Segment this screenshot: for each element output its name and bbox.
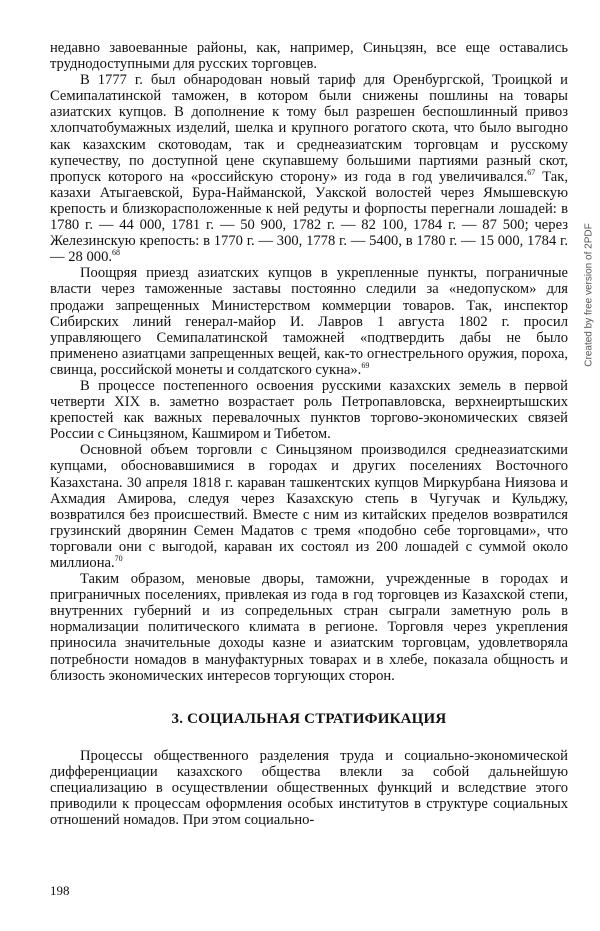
paragraph-conclusion (50, 571, 568, 684)
paragraph-text: Процессы общественного разделения труда и социально-экономической дифференциации казахского общества влекли за собой дальнейшую специализацию в осуществлении общественных функций и вследствие этого приводили к процессам оформления особых институтов в структуре социальных отношений номадов. При этом социально- (50, 747, 568, 829)
document-page (50, 40, 568, 828)
paragraph-xinjiang-trade (50, 442, 568, 571)
paragraph-text: недавно завоеванные районы, как, например, Синьцзян, все еще оставались труднодоступными для русских торговцев. (50, 40, 568, 73)
paragraph-text: Таким образом, меновые дворы, таможни, учрежденные в городах и приграничных поселениях, привлекая из года в год торговцев из Казахской степи, внутренних губерний и из сопредельных стран сыграли заметную роль в нормализации политического климата в регионе. Торговля через укрепления приносила значительные доходы казне и азиатским торговцам, удовлетворяла потребности номадов в мануфактурных товарах и в хлебе, показала общность и близость экономических интересов торгующих сторон. (50, 571, 568, 684)
paragraph-text: В процессе постепенного освоения русскими казахских земель в первой четверти XIX в. заметно возрастает роль Петропавловска, верхнеиртышских крепостей как важных перевалочных пунктов торгово-экономических связей России с Синьцзяном, Кашмиром и Тибетом. (50, 377, 568, 443)
side-watermark (582, 175, 596, 415)
section-heading: 3. СОЦИАЛЬНАЯ СТРАТИФИКАЦИЯ (171, 710, 447, 727)
paragraph-petropavlovsk (50, 378, 568, 442)
paragraph-tariff (50, 72, 568, 265)
paragraph-text-continued: Так, казахи Атыгаевской, Бура-Найманской, Уакской волостей через Ямышевскую крепость и близкорасположенные к ней редуты и форпосты перегнали лошадей: в 1780 г. — 44 000, 1781 г. — 50 900, 1782 г. — 82 100, 1784 г. — 87 500; через Железинскую крепость: в 1770 г. — 300, 1778 г. — 5400, в 1780 г. — 15 000, 1784 г. — 28 000. (50, 168, 568, 266)
paragraph-text: Основной объем торговли с Синьцзяном производился среднеазиатскими купцами, обосновавшимися в городах и других поселениях Восточного Казахстана. 30 апреля 1818 г. караван ташкентских купцов Миркурбана Ниязова и Ахмадия Амирова, следуя через Казахскую степь в Чугучак и Кульджу, возвратился без происшествий. Вместе с ним из китайских пределов возвратился грузинский дворянин Семен Мадатов с тремя «подобно себе торговцами», что торговали они с выгодой, караван их состоял из 200 лошадей с суммой около миллиона. (50, 442, 568, 571)
page-number: 198 (50, 883, 70, 898)
watermark-text: Created by free version of 2PDF (583, 223, 595, 367)
paragraph-customs-control (50, 265, 568, 378)
paragraph-continuation (50, 40, 568, 72)
footnote-ref-69: 69 (361, 360, 370, 370)
paragraph-text: Поощряя приезд азиатских купцов в укрепленные пункты, пограничные власти через таможенные заставы постоянно следили за «недопуском» для продажи запрещенных Министерством коммерции товаров. Так, инспектор Сибирских линий генерал-майор И. Лавров 1 августа 1802 г. просил управляющего Семипалатинской таможней «подтвердить дабы не было применено азиатцами запрещенных вещей, как-то огнестрельного оружия, пороха, свинца, российской монеты и солдатского сукна». (50, 265, 568, 378)
paragraph-text: В 1777 г. был обнародован новый тариф для Оренбургской, Троицкой и Семипалатинской таможен, в котором были снижены пошлины на товары азиатских купцов. В дополнение к тому был разрешен беспошлинный привоз хлопчатобумажных изделий, шелка и крупного рогатого скота, что было выгодно как казахским скотоводам, так и среднеазиатским торговцам и русскому купечеству, по доступной цене скупавшему большими партиями разный скот, пропуск которого на «российскую сторону» из года в год увеличивался. (50, 72, 568, 185)
footnote-ref-68: 68 (112, 248, 121, 258)
footnote-ref-67: 67 (527, 167, 536, 177)
footnote-ref-70: 70 (114, 554, 123, 563)
paragraph-section-intro (50, 748, 568, 828)
